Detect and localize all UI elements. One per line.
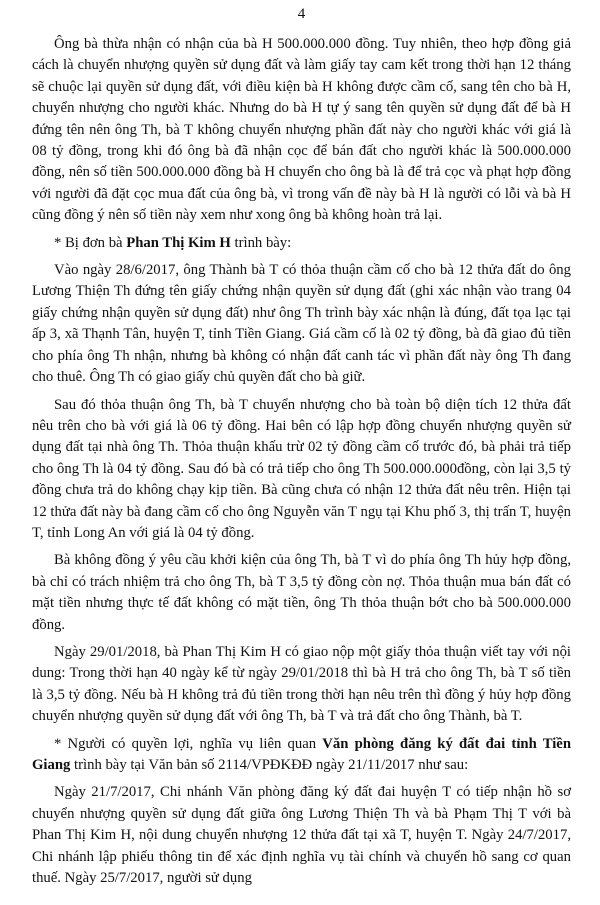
paragraph-5: Ngày 29/01/2018, bà Phan Thị Kim H có giao nộp một giấy thỏa thuận viết tay với nội dung: Trong thời hạn 40 ngày kể từ ngày 29/01/2018 thì bà H trả cho ông Th, bà T số tiền là 3,5 tỷ đồng. Nếu bà H không trả đủ tiền trong thời hạn nêu trên thì đồng ý hủy hợp đồng chuyển nhượng quyền sử dụng đất với ông Th, bà T và trả đất cho ông Thành, bà T. [32,643,571,725]
section-prefix: * Bị đơn bà [54,234,127,251]
section-prefix: * Người có quyền lợi, nghĩa vụ liên quan [54,735,323,752]
section-suffix: trình bày tại Văn bản số 2114/VPĐKĐĐ ngày 21/11/2017 như sau: [70,757,469,773]
section-heading-defendant [32,233,571,254]
defendant-name: Phan Thị Kim H [126,234,231,251]
paragraph-2: Vào ngày 28/6/2017, ông Thành bà T có thỏa thuận cầm cố cho bà 12 thửa đất do ông Lương Thiện Th đứng tên giấy chứng nhận quyền sử dụng đất (ghi xác nhận vào trang 04 giấy chứng nhận quyền sử dụng đất) như ông Th trình bày xác nhận là đúng, đất tọa lạc tại ấp 3, xã Thạnh Tân, huyện T, tỉnh Tiền Giang. Giá cầm cố là 02 tỷ đồng, bà đã giao đủ tiền cho phía ông Th nhận, nhưng bà không có nhận đất canh tác vì phần đất này ông Th đang cho thuê. Ông Th có giao giấy chủ quyền đất cho bà giữ. [32,262,571,386]
related-party-name: Văn phòng đăng ký đất đai tỉnh Tiền Giang [32,735,571,773]
paragraph-3: Sau đó thỏa thuận ông Th, bà T chuyển nhượng cho bà toàn bộ diện tích 12 thửa đất nêu trên cho bà với giá là 06 tỷ đồng. Hai bên có lập hợp đồng chuyển nhượng quyền sử dụng đất tại nhà ông Th. Thỏa thuận khấu trừ 02 tỷ đồng cầm cố trước đó, bà phải trả tiếp cho ông Th là 04 tỷ đồng. Sau đó bà có trả tiếp cho ông Th 500.000.000đồng, còn lại 3,5 tỷ đồng chưa trả do không chạy kịp tiền. Bà cũng chưa có nhận 12 thửa đất nêu trên. Hiện tại 12 thửa đất này bà đang cầm cố cho ông Nguyễn văn T ngụ tại Khu phố 3, thị trấn T, huyện T, tỉnh Long An với giá là 04 tỷ đồng. [32,396,571,541]
page-number: 4 [297,6,306,22]
paragraph-1: Ông bà thừa nhận có nhận của bà H 500.000.000 đồng. Tuy nhiên, theo hợp đồng giả cách là chuyển nhượng quyền sử dụng đất và làm giấy tay cam kết trong thời hạn 12 tháng sẽ chuộc lại quyền sử dụng đất, với điều kiện bà H không được cầm cố, sang tên cho bà H, chuyển nhượng cho người khác. Nhưng do bà H tự ý sang tên quyền sử dụng đất để bà H đứng tên nên ông Th, bà T không chuyển nhượng phần đất này cho người khác với giá là 08 tỷ đồng, trong khi đó ông bà đã nhận cọc để bán đất cho người khác là 500.000.000 đồng, nên số tiền 500.000.000 đồng bà H chuyển cho ông bà là để trả cọc và phạt hợp đồng với người đã đặt cọc mua đất của ông bà, vì trong vấn đề này bà H là người có lỗi và bà H cũng đồng ý nên số tiền này xem như xong ông bà không hoàn trả lại. [32,36,571,224]
section-heading-related-party [32,734,571,777]
paragraph-4: Bà không đồng ý yêu cầu khởi kiện của ông Th, bà T vì do phía ông Th hủy hợp đồng, bà chỉ có trách nhiệm trả cho ông Th, bà T 3,5 tỷ đồng còn nợ. Thỏa thuận mua bán đất có mặt tiền nhưng thực tế đất không có mặt tiền, ông Th thỏa thuận bớt cho bà 500.000.000 đồng. [32,552,571,633]
paragraph-6: Ngày 21/7/2017, Chi nhánh Văn phòng đăng ký đất đai huyện T có tiếp nhận hồ sơ chuyển nhượng quyền sử dụng đất giữa ông Lương Thiện Th và bà Phạm Thị T với bà Phan Thị Kim H, nội dung chuyển nhượng 12 thửa đất tại xã T, huyện T. Ngày 24/7/2017, Chi nhánh lập phiếu thông tin để xác định nghĩa vụ tài chính và chuyển hồ sang cơ quan thuế. Ngày 25/7/2017, người sử dụng [32,784,571,887]
section-suffix: trình bày: [230,234,292,251]
